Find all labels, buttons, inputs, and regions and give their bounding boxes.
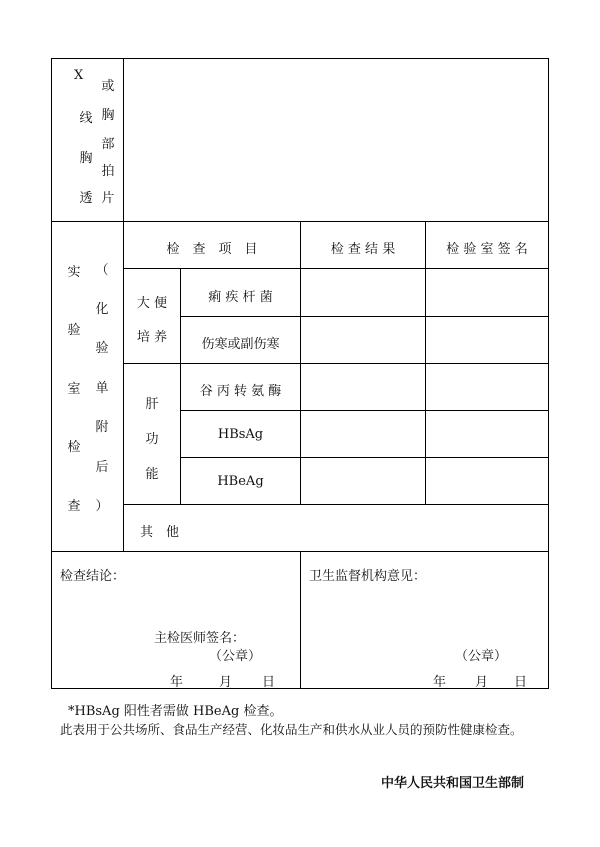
supervision-seal: （公章） bbox=[455, 649, 508, 664]
supervision-date-year: 年 bbox=[433, 675, 447, 690]
xray-label-char: 片 bbox=[101, 191, 115, 206]
result-cell-hbsag[interactable] bbox=[301, 411, 425, 457]
lab-item-hbsag: HBsAg bbox=[217, 427, 264, 442]
result-cell-alt[interactable] bbox=[301, 364, 425, 410]
issuer: 中华人民共和国卫生部制 bbox=[381, 776, 525, 791]
signature-cell-hbsag[interactable] bbox=[426, 411, 548, 457]
signature-cell-hbeag[interactable] bbox=[426, 458, 548, 504]
lab-header-result: 检 查 结 果 bbox=[330, 242, 396, 257]
supervision-date-day: 日 bbox=[514, 675, 528, 690]
conclusion-seal: （公章） bbox=[209, 649, 262, 664]
footnote-scope: 此表用于公共场所、食品生产经营、化妆品生产和供水从业人员的预防性健康检查。 bbox=[60, 722, 523, 737]
lab-label-char: （ bbox=[95, 263, 109, 278]
xray-label-char: 胸 bbox=[101, 108, 115, 123]
lab-label-char: 后 bbox=[95, 460, 109, 475]
footnote-hbsag: *HBsAg 阳性者需做 HBeAg 检查。 bbox=[68, 704, 283, 719]
lab-item-dysentery: 痢 疾 杆 菌 bbox=[208, 290, 273, 305]
liver-function-label-char: 功 bbox=[145, 432, 159, 447]
lab-label-char: 附 bbox=[95, 420, 109, 435]
lab-label-char: 验 bbox=[67, 323, 81, 338]
result-cell-typhoid[interactable] bbox=[301, 317, 425, 363]
lab-label-char: 验 bbox=[95, 341, 109, 356]
xray-label-char: 拍 bbox=[101, 164, 115, 179]
lab-label-char: 化 bbox=[95, 302, 109, 317]
liver-function-label-char: 能 bbox=[145, 467, 159, 482]
lab-item-typhoid: 伤寒或副伤寒 bbox=[201, 337, 280, 352]
signature-cell-typhoid[interactable] bbox=[426, 317, 548, 363]
liver-function-label-char: 肝 bbox=[145, 397, 159, 412]
stool-culture-label-2: 培 养 bbox=[136, 330, 168, 345]
result-cell-dysentery[interactable] bbox=[301, 269, 425, 316]
lab-label-char: 室 bbox=[67, 382, 81, 397]
lab-header-signature: 检 验 室 签 名 bbox=[446, 242, 528, 257]
stool-culture-label-1: 大 便 bbox=[136, 296, 168, 311]
lab-item-alt: 谷 丙 转 氨 酶 bbox=[199, 384, 282, 399]
lab-label-char: 查 bbox=[67, 499, 81, 514]
supervision-label: 卫生监督机构意见： bbox=[309, 569, 427, 584]
signature-cell-alt[interactable] bbox=[426, 364, 548, 410]
lab-label-char: 检 bbox=[67, 440, 81, 455]
xray-label-char: 胸 bbox=[79, 151, 93, 166]
doctor-signature-label: 主检医师签名： bbox=[154, 631, 246, 646]
result-cell-other[interactable] bbox=[181, 505, 548, 551]
supervision-field[interactable] bbox=[301, 585, 548, 640]
xray-label-char: 或 bbox=[101, 79, 115, 94]
xray-label-char: 线 bbox=[79, 111, 93, 126]
result-cell-hbeag[interactable] bbox=[301, 458, 425, 504]
lab-item-other: 其 他 bbox=[140, 525, 180, 540]
supervision-date-month: 月 bbox=[475, 675, 489, 690]
xray-result-field[interactable] bbox=[124, 59, 548, 221]
conclusion-date-month: 月 bbox=[219, 675, 233, 690]
conclusion-label: 检查结论： bbox=[60, 569, 126, 584]
lab-label-char: 单 bbox=[95, 381, 109, 396]
xray-label-char: 部 bbox=[101, 137, 115, 152]
conclusion-date-year: 年 bbox=[170, 675, 184, 690]
lab-label-char: 实 bbox=[67, 265, 81, 280]
signature-cell-dysentery[interactable] bbox=[426, 269, 548, 316]
xray-x-char: X bbox=[74, 68, 84, 83]
lab-header-item: 检 查 项 目 bbox=[166, 242, 258, 257]
xray-label-char: 透 bbox=[79, 191, 93, 206]
lab-label-char: ） bbox=[95, 499, 109, 514]
table-border-right bbox=[548, 58, 549, 689]
conclusion-date-day: 日 bbox=[262, 675, 276, 690]
conclusion-field[interactable] bbox=[52, 585, 299, 625]
lab-item-hbeag: HBeAg bbox=[217, 474, 264, 489]
